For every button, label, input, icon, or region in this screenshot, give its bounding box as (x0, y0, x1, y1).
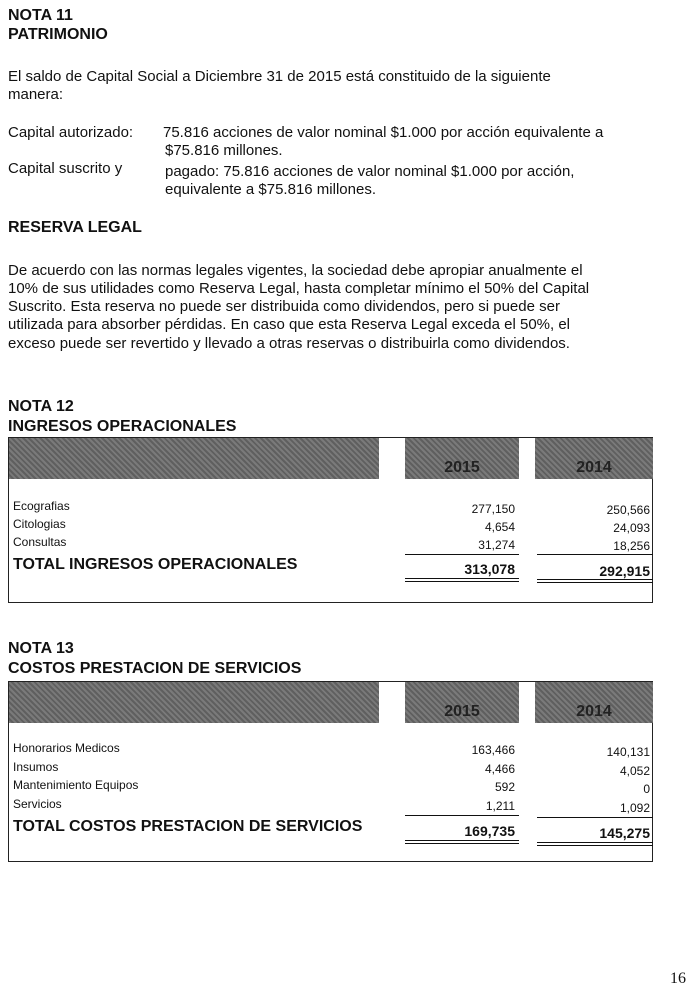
total-value-2015: 169,735 (464, 823, 515, 839)
reserva-line: Suscrito. Esta reserva no puede ser distribuida como dividendos, pero si puede ser (8, 298, 560, 315)
row-value-2014: 250,566 (606, 503, 650, 517)
year-label: 2014 (576, 459, 612, 476)
total-double-rule (537, 582, 653, 583)
reserva-line: utilizada para absorber pérdidas. En caso que esta Reserva Legal exceda el 50%, el (8, 316, 571, 333)
row-value-2014: 4,052 (619, 764, 650, 778)
subtotal-rule (537, 817, 653, 818)
nota11-title: PATRIMONIO (8, 26, 108, 43)
subtotal-rule (537, 554, 653, 555)
total-double-rule (537, 842, 653, 843)
row-label: Insumos (13, 760, 59, 774)
capital-suscrito-label: Capital suscrito y (8, 160, 123, 177)
row-label: Honorarios Medicos (13, 741, 120, 755)
year-header-2015 (405, 682, 519, 723)
nota11-number: NOTA 11 (8, 7, 73, 24)
row-value-2015: 277,150 (471, 502, 515, 516)
row-value-2014: 0 (643, 782, 650, 796)
total-double-rule (537, 579, 653, 580)
year-label: 2015 (444, 459, 480, 476)
row-value-2015: 1,211 (485, 799, 515, 813)
row-value-2015: 31,274 (478, 538, 515, 552)
capital-suscrito-line2: equivalente a $75.816 millones. (165, 181, 376, 198)
row-value-2014: 1,092 (619, 801, 650, 815)
row-value-2015: 4,466 (484, 762, 515, 776)
subtotal-rule (405, 554, 519, 555)
page-number: 16 (670, 970, 686, 987)
total-double-rule (405, 578, 519, 579)
nota13-title: COSTOS PRESTACION DE SERVICIOS (8, 660, 302, 677)
reserva-line: 10% de sus utilidades como Reserva Legal, hasta completar mínimo el 50% del Capital (8, 280, 590, 297)
row-value-2015: 4,654 (484, 520, 515, 534)
year-label: 2015 (444, 703, 480, 720)
nota11-intro-line2: manera: (8, 86, 64, 103)
total-double-rule (405, 840, 519, 841)
row-value-2015: 592 (494, 780, 515, 794)
reserva-line: exceso puede ser revertido y llevado a otras reservas o distribuirla como dividendos. (8, 335, 570, 352)
row-label: Citologias (13, 517, 66, 531)
total-double-rule (405, 581, 519, 582)
row-label: Ecografias (13, 499, 70, 513)
year-header-2014 (535, 438, 653, 479)
total-double-rule (537, 845, 653, 846)
nota12-title: INGRESOS OPERACIONALES (8, 418, 237, 435)
table-header-shade (9, 682, 379, 723)
total-label: TOTAL INGRESOS OPERACIONALES (13, 556, 298, 573)
capital-suscrito-line1: pagado: 75.816 acciones de valor nominal $1.000 por acción, (165, 163, 575, 180)
row-label: Consultas (13, 535, 67, 549)
row-label: Servicios (13, 797, 62, 811)
total-label: TOTAL COSTOS PRESTACION DE SERVICIOS (13, 818, 363, 835)
capital-autorizado-line2: $75.816 millones. (165, 142, 283, 159)
row-value-2014: 140,131 (606, 745, 650, 759)
total-value-2014: 145,275 (599, 825, 650, 841)
costos-table (8, 681, 653, 862)
table-header-shade (9, 438, 379, 479)
nota11-intro-line1: El saldo de Capital Social a Diciembre 31 de 2015 está constituido de la siguiente (8, 68, 551, 85)
year-header-2014 (535, 682, 653, 723)
nota13-number: NOTA 13 (8, 640, 74, 657)
reserva-line: De acuerdo con las normas legales vigentes, la sociedad debe apropiar anualmente el (8, 262, 583, 279)
ingresos-table (8, 437, 653, 603)
total-double-rule (405, 843, 519, 844)
nota12-number: NOTA 12 (8, 398, 74, 415)
year-header-2015 (405, 438, 519, 479)
capital-autorizado-label: Capital autorizado: (8, 124, 134, 141)
row-value-2014: 18,256 (613, 539, 650, 553)
total-value-2014: 292,915 (599, 563, 650, 579)
total-value-2015: 313,078 (464, 561, 515, 577)
row-label: Mantenimiento Equipos (13, 778, 139, 792)
reserva-legal-title: RESERVA LEGAL (8, 219, 142, 236)
year-label: 2014 (576, 703, 612, 720)
subtotal-rule (405, 815, 519, 816)
capital-autorizado-line1: 75.816 acciones de valor nominal $1.000 por acción equivalente a (163, 124, 604, 141)
row-value-2015: 163,466 (471, 743, 515, 757)
row-value-2014: 24,093 (613, 521, 650, 535)
